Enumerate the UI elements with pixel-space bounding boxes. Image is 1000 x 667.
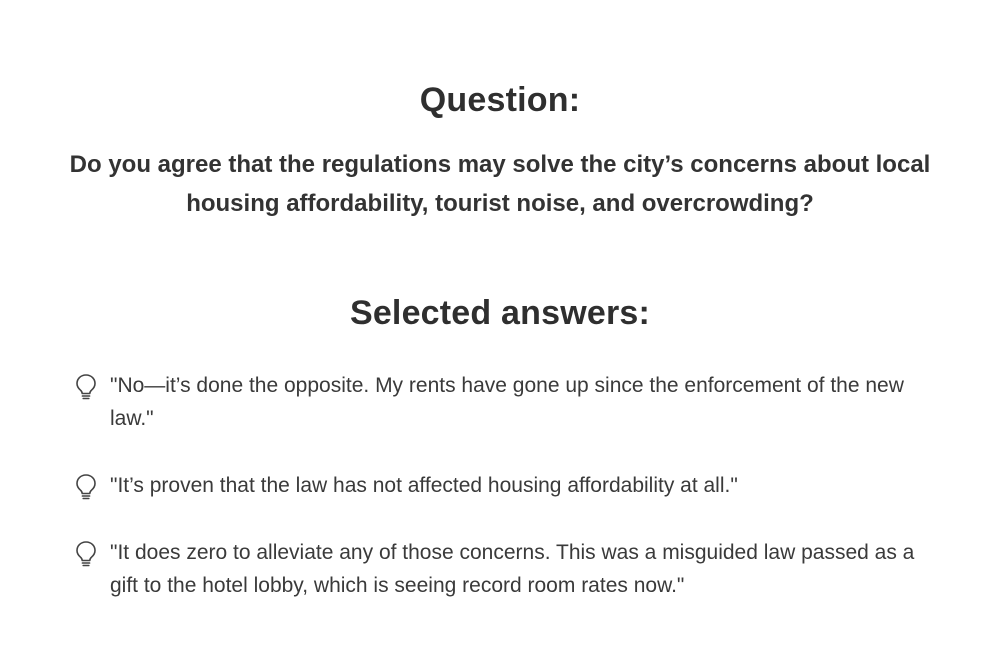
list-item xyxy=(72,469,942,502)
answer-text: "It’s proven that the law has not affected housing affordability at all." xyxy=(110,474,738,497)
list-item xyxy=(72,536,942,602)
answers-list xyxy=(72,369,942,636)
answer-text: "No—it’s done the opposite. My rents have gone up since the enforcement of the new law." xyxy=(110,374,904,430)
lightbulb-icon xyxy=(74,540,98,568)
lightbulb-icon xyxy=(74,373,98,401)
question-heading: Question: xyxy=(419,81,581,119)
question-text: Do you agree that the regulations may solve the city’s concerns about local housing affordability, tourist noise, and overcrowding? xyxy=(69,151,931,217)
answers-heading: Selected answers: xyxy=(349,294,651,332)
answer-text: "It does zero to alleviate any of those concerns. This was a misguided law passed as a gift to the hotel lobby, which is seeing record room rates now." xyxy=(110,541,915,597)
lightbulb-icon xyxy=(74,473,98,501)
list-item xyxy=(72,369,942,435)
